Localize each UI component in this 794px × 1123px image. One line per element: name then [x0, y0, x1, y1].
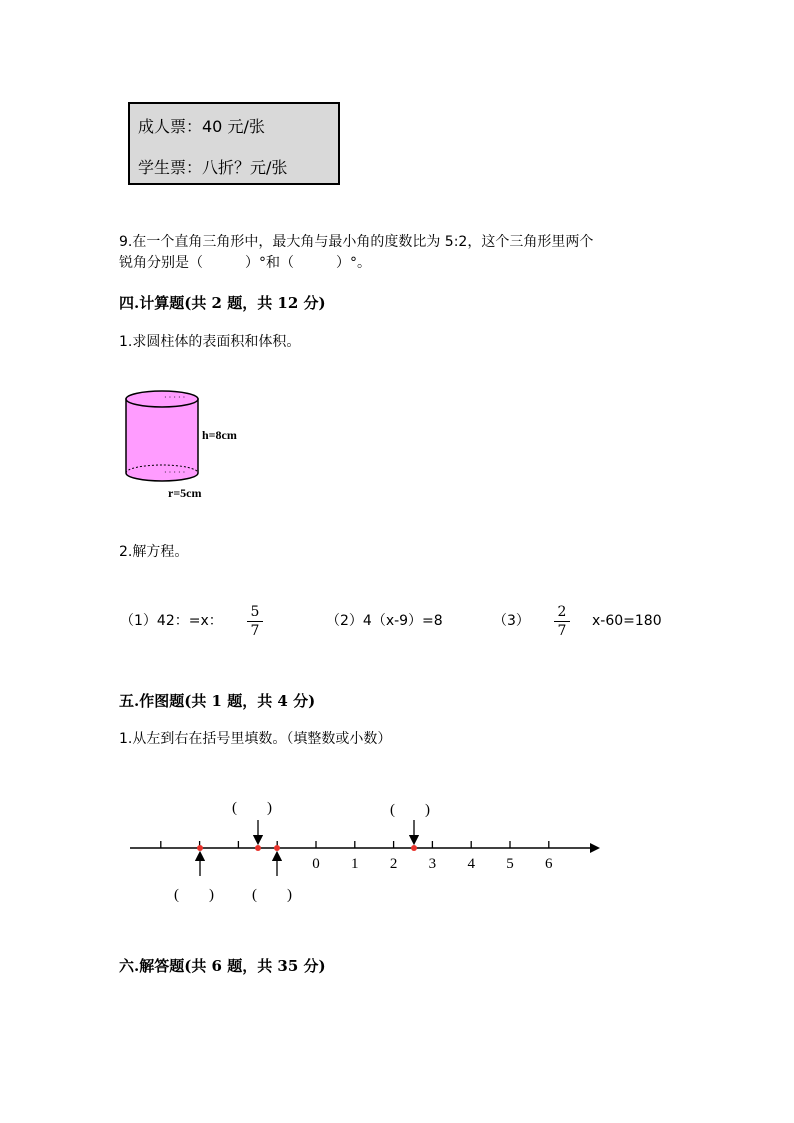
tick-label-5: 5	[506, 856, 514, 872]
tick-label-2: 2	[389, 856, 398, 872]
tick-label-4: 4	[467, 856, 475, 872]
ticket-price-box	[128, 102, 340, 185]
tick-label-3: 3	[428, 856, 437, 872]
cylinder-top	[126, 391, 198, 407]
blank-b: ( )	[232, 800, 272, 816]
equation-3-rest: x-60=180	[592, 613, 662, 629]
equation-1: （1）42：=x：	[120, 613, 223, 629]
question-9-line1: 9.在一个直角三角形中，最大角与最小角的度数比为 5:2，这个三角形里两个	[119, 234, 594, 250]
cylinder-radius-label: r=5cm	[168, 486, 202, 500]
number-line-arrowhead	[590, 843, 600, 853]
tick-label-1: 1	[351, 856, 359, 872]
point-d	[411, 845, 417, 851]
equation-3-fraction	[554, 604, 570, 639]
cylinder-top-radius-dots: · · · · ·	[164, 393, 186, 402]
section-4-title: 四.计算题(共 2 题，共 12 分)	[119, 294, 326, 312]
point-a	[197, 845, 203, 851]
equation-3-denominator: 7	[557, 623, 567, 639]
equation-3-label: （3）	[493, 613, 530, 629]
equation-2: （2）4（x-9）=8	[326, 613, 443, 629]
cylinder-body	[126, 399, 198, 481]
cylinder-bottom-radius-dots: · · · · ·	[164, 468, 186, 477]
equation-3-numerator: 2	[557, 604, 567, 620]
cylinder-height-label: h=8cm	[202, 428, 237, 442]
adult-ticket-price: 成人票：40 元/张	[138, 117, 265, 136]
number-line-ticks	[161, 841, 549, 848]
blank-c: ( )	[252, 887, 292, 903]
point-b	[255, 845, 261, 851]
number-line-figure	[120, 788, 610, 913]
blank-d: ( )	[390, 802, 430, 818]
section-5-title: 五.作图题(共 1 题，共 4 分)	[119, 692, 316, 710]
point-c	[274, 845, 280, 851]
tick-label-6: 6	[545, 856, 553, 872]
equation-1-denominator: 7	[250, 623, 260, 639]
equation-1-numerator: 5	[250, 604, 260, 620]
cylinder-figure	[118, 385, 258, 505]
section-4-question-2: 2.解方程。	[119, 544, 189, 560]
question-9-line2: 锐角分别是（ ）°和（ ）°。	[119, 255, 371, 271]
blank-a: ( )	[174, 887, 214, 903]
section-5-question-1: 1.从左到右在括号里填数。（填整数或小数）	[119, 731, 392, 747]
student-ticket-price: 学生票：八折？元/张	[138, 158, 288, 177]
number-line-tick-labels	[312, 856, 553, 872]
equation-1-fraction	[247, 604, 263, 639]
section-4-question-1: 1.求圆柱体的表面积和体积。	[119, 334, 301, 350]
tick-label-0: 0	[312, 856, 320, 872]
section-6-title: 六.解答题(共 6 题，共 35 分)	[119, 957, 326, 975]
